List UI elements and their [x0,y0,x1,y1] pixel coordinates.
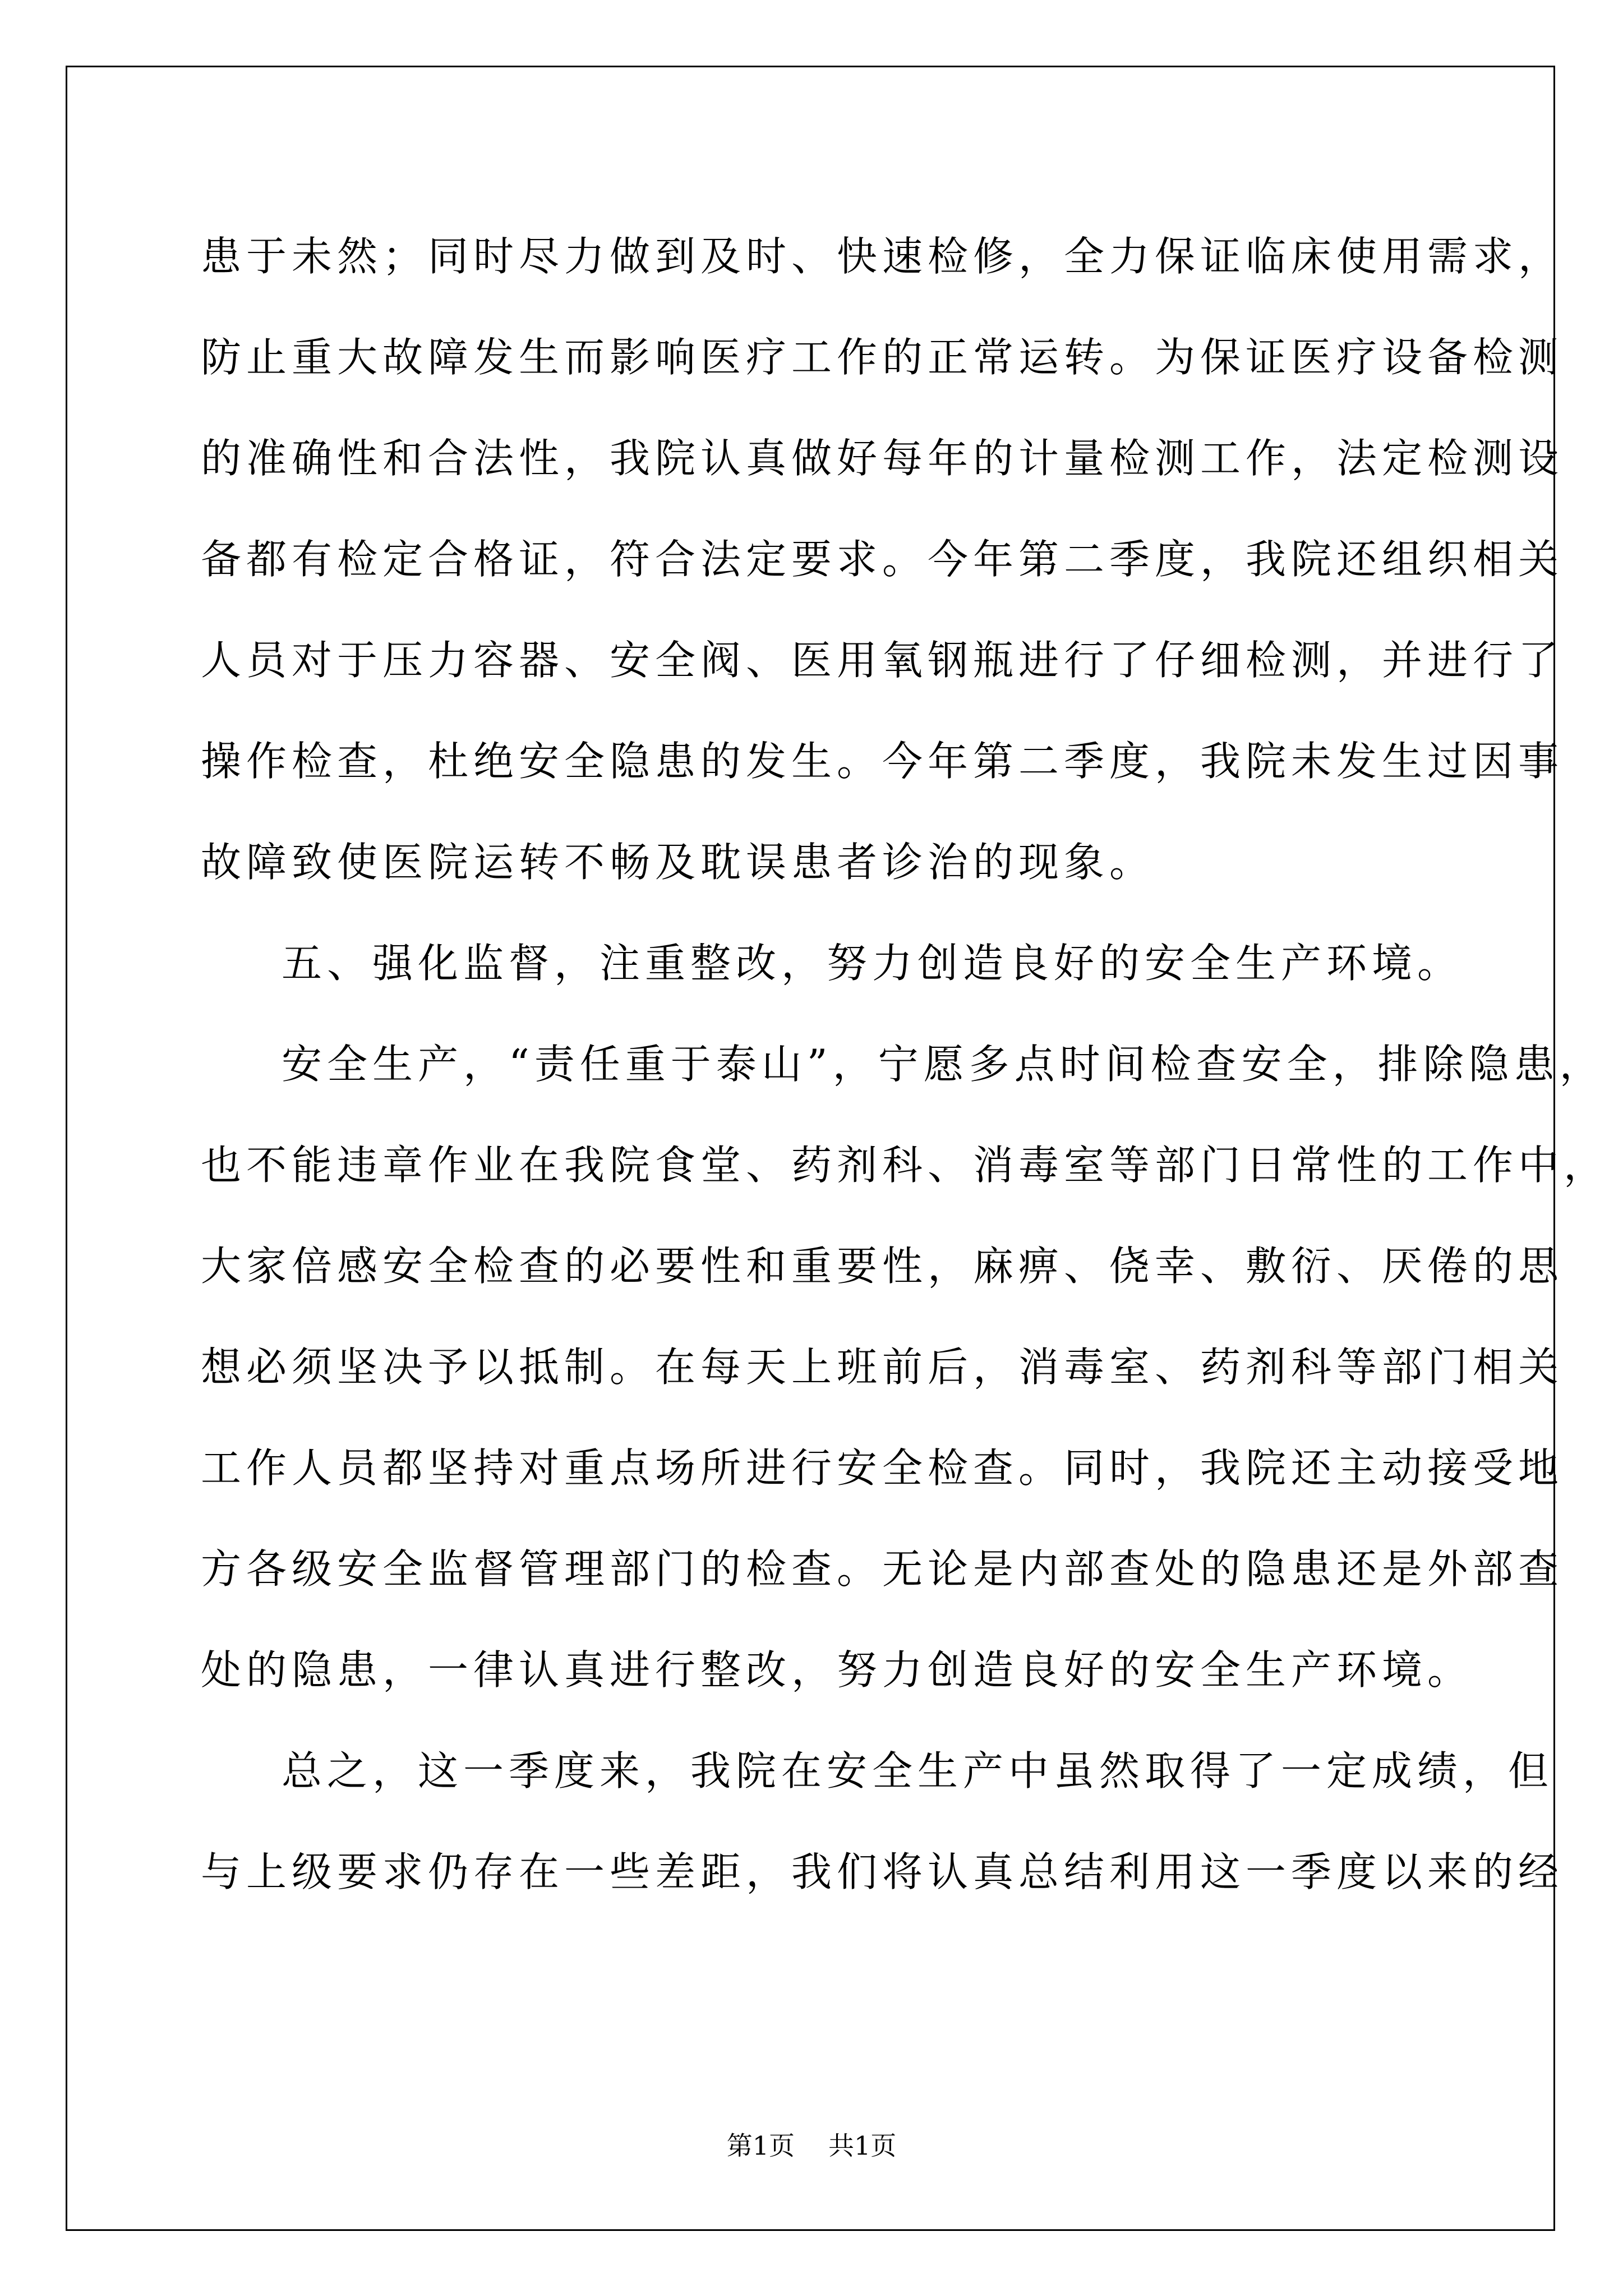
text-line: 总之，这一季度来，我院在安全生产中虽然取得了一定成绩，但 [282,1747,1554,1795]
text-line: 患于未然；同时尽力做到及时、快速检修，全力保证临床使用需求， [201,233,1564,280]
text-line: 操作检查，杜绝安全隐患的发生。今年第二季度，我院未发生过因事 [201,738,1564,785]
text-line: 想必须坚决予以抵制。在每天上班前后，消毒室、药剂科等部门相关 [201,1343,1564,1391]
text-line: 的准确性和合法性，我院认真做好每年的计量检测工作，法定检测设 [201,435,1564,482]
text-line: 五、强化监督，注重整改，努力创造良好的安全生产环境。 [282,940,1463,987]
text-line: 工作人员都坚持对重点场所进行安全检查。同时，我院还主动接受地 [201,1444,1564,1492]
page-number-total: 共1页 [828,2131,897,2161]
document-body [201,206,1610,1922]
text-line: 方各级安全监督管理部门的检查。无论是内部查处的隐患还是外部查 [201,1545,1564,1593]
text-line: 故障致使医院运转不畅及耽误患者诊治的现象。 [201,839,1155,886]
page-footer [0,2129,1623,2162]
text-line: 大家倍感安全检查的必要性和重要性，麻痹、侥幸、敷衍、厌倦的思 [201,1243,1564,1290]
text-line: 人员对于压力容器、安全阀、医用氧钢瓶进行了仔细检测，并进行了 [201,637,1564,684]
text-line: 防止重大故障发生而影响医疗工作的正常运转。为保证医疗设备检测 [201,334,1564,381]
text-line: 与上级要求仍存在一些差距，我们将认真总结利用这一季度以来的经 [201,1848,1564,1895]
page-number-current: 第1页 [726,2131,795,2161]
text-line: 也不能违章作业在我院食堂、药剂科、消毒室等部门日常性的工作中， [201,1142,1610,1189]
text-line: 处的隐患，一律认真进行整改，努力创造良好的安全生产环境。 [201,1646,1473,1694]
text-line: 安全生产，“责任重于泰山”，宁愿多点时间检查安全，排除隐患， [282,1041,1605,1088]
text-line: 备都有检定合格证，符合法定要求。今年第二季度，我院还组织相关 [201,536,1564,583]
